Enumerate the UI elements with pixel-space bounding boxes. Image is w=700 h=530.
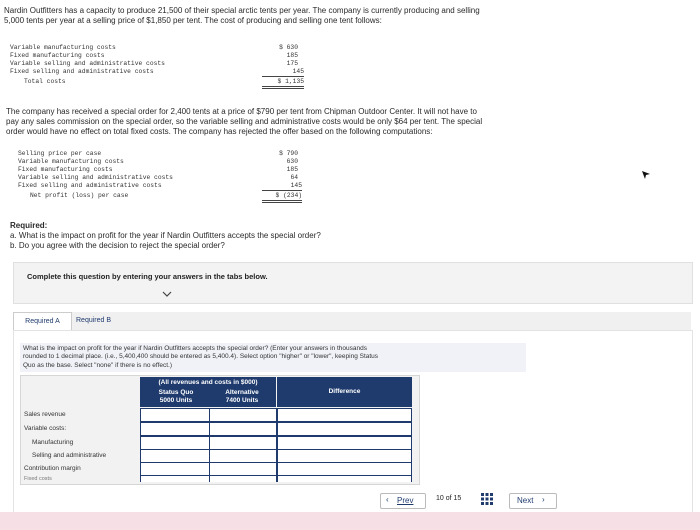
tab-required-b[interactable]: Required B	[76, 317, 112, 324]
cost-value: 145	[262, 68, 304, 77]
required-section	[10, 221, 610, 251]
total-costs-label: Total costs	[24, 78, 66, 85]
page-total: of 15	[445, 495, 462, 502]
row-label-variable-costs: Variable costs:	[24, 425, 67, 432]
chevron-right-icon: ›	[542, 495, 545, 504]
comp-row: Selling price per case	[18, 150, 102, 157]
order-line-3: order would have no effect on total fixed costs. The company has rejected the offer based on the following computations:	[6, 127, 433, 136]
instruction-box	[13, 262, 693, 304]
row-label-contribution-margin: Contribution margin	[24, 465, 81, 472]
check-mark-icon	[162, 284, 172, 302]
row-label-fixed-costs: Fixed costs	[24, 476, 52, 482]
intro-text	[4, 6, 694, 26]
instruction-text: Complete this question by entering your answers in the tabs below.	[27, 272, 268, 281]
input-cell[interactable]	[140, 408, 210, 422]
comp-value: $ 790	[279, 150, 298, 157]
tab-bar	[13, 312, 691, 330]
comp-row: Fixed manufacturing costs	[18, 166, 113, 173]
required-a: a. What is the impact on profit for the year if Nardin Outfitters accepts the special order?	[10, 231, 321, 240]
row-label-selling-admin: Selling and administrative	[32, 452, 107, 459]
chevron-left-icon: ‹	[386, 495, 389, 504]
input-cell[interactable]	[209, 422, 277, 436]
grid-header-status-alt	[140, 377, 276, 407]
input-cell[interactable]	[277, 422, 412, 436]
cursor-icon	[641, 167, 651, 185]
input-cell[interactable]	[209, 475, 277, 482]
next-button[interactable]	[509, 493, 557, 509]
input-cell[interactable]	[277, 436, 412, 450]
intro-line-1: Nardin Outfitters has a capacity to produce 21,500 of their special arctic tents per year. The company is currently producing and selling	[4, 6, 480, 15]
status-quo-line-2: 5000 Units	[159, 397, 193, 404]
bottom-strip	[0, 512, 700, 530]
total-costs-value: $ 1,135	[262, 78, 304, 89]
cost-row: Variable selling and administrative costs	[10, 60, 165, 67]
row-label-manufacturing: Manufacturing	[32, 439, 74, 446]
question-line-3: Quo as the base. Select "none" if there is no effect.)	[23, 361, 173, 369]
question-text	[20, 343, 526, 372]
net-profit-value: $ (234)	[262, 192, 302, 203]
cost-row: Fixed manufacturing costs	[10, 52, 105, 59]
difference-header: Difference	[277, 377, 412, 407]
input-cell[interactable]	[209, 449, 277, 463]
comp-value: 185	[286, 166, 298, 173]
input-cell[interactable]	[140, 475, 210, 482]
input-cell[interactable]	[209, 462, 277, 476]
comp-row: Variable selling and administrative costs	[18, 174, 173, 181]
cost-value: 185	[286, 52, 298, 59]
input-cell[interactable]	[140, 449, 210, 463]
tab-required-a[interactable]: Required A	[13, 312, 72, 331]
cost-row: Variable manufacturing costs	[10, 44, 116, 51]
row-label-sales-revenue: Sales revenue	[24, 411, 66, 418]
prev-button[interactable]	[380, 493, 426, 509]
input-cell[interactable]	[209, 436, 277, 450]
cost-row: Fixed selling and administrative costs	[10, 68, 154, 75]
special-order-text	[6, 107, 696, 137]
comp-value: 630	[286, 158, 298, 165]
comp-row: Fixed selling and administrative costs	[18, 182, 162, 189]
alternative-line-1: Alternative	[225, 389, 259, 396]
input-cell[interactable]	[277, 462, 412, 476]
cost-value: $ 630	[279, 44, 298, 51]
input-cell[interactable]	[277, 408, 412, 422]
input-cell[interactable]	[140, 462, 210, 476]
grid-menu-icon[interactable]	[481, 492, 493, 510]
question-line-1: What is the impact on profit for the year if Nardin Outfitters accepts the special order? (Enter your answers in thousands	[23, 345, 367, 352]
question-line-2: rounded to 1 decimal place. (i.e., 5,400,400 should be entered as 5,400.4). Select option "higher" or "lower", keeping Status	[23, 353, 379, 361]
status-quo-header	[146, 389, 206, 405]
input-cell[interactable]	[140, 422, 210, 436]
alternative-line-2: 7400 Units	[225, 397, 259, 404]
page-indicator	[436, 495, 461, 502]
input-cell[interactable]	[140, 436, 210, 450]
input-cell[interactable]	[277, 449, 412, 463]
comp-row: Variable manufacturing costs	[18, 158, 124, 165]
cost-value: 175	[286, 60, 298, 67]
prev-label: Prev	[397, 496, 414, 505]
next-label: Next	[517, 496, 534, 505]
comp-value: 64	[290, 174, 298, 181]
alternative-header	[212, 389, 272, 405]
order-line-2: pay any sales commission on the special order, so the variable selling and administrative costs would be only $64 per tent. The special	[6, 117, 483, 126]
order-line-1: The company has received a special order for 2,400 tents at a price of $790 per tent from Chipman Outdoor Center. It will not have to	[6, 107, 477, 116]
grid-caption: (All revenues and costs in $000)	[158, 379, 258, 386]
required-heading: Required:	[10, 221, 48, 230]
input-cell[interactable]	[277, 475, 412, 482]
comp-value: 145	[262, 182, 302, 191]
input-cell[interactable]	[209, 408, 277, 422]
required-b: b. Do you agree with the decision to reject the special order?	[10, 241, 225, 250]
net-profit-label: Net profit (loss) per case	[30, 192, 129, 199]
page-current: 10	[436, 495, 444, 502]
status-quo-line-1: Status Quo	[158, 389, 194, 396]
intro-line-2: 5,000 tents per year at a selling price of $1,850 per tent. The cost of producing and selling one tent follows:	[4, 16, 382, 25]
